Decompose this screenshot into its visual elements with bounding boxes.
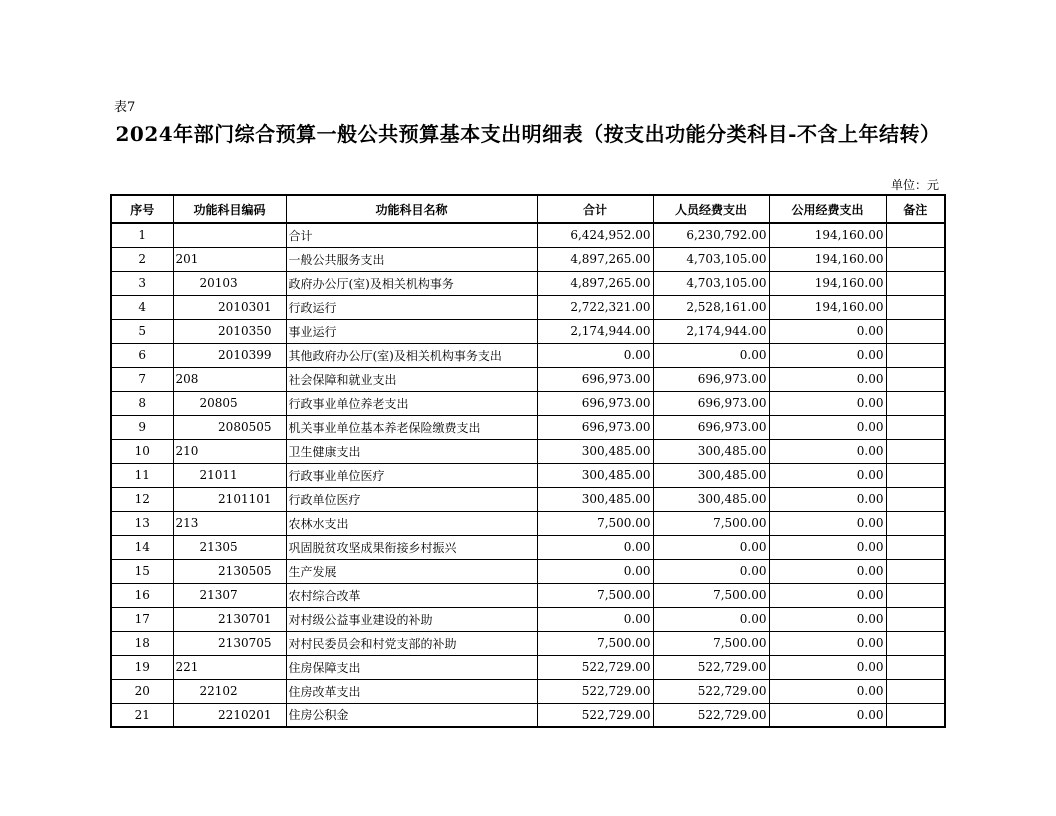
row-index: 21 <box>111 703 173 727</box>
row-name: 行政运行 <box>286 295 537 319</box>
row-total: 6,424,952.00 <box>537 223 653 247</box>
row-name: 卫生健康支出 <box>286 439 537 463</box>
row-name: 农村综合改革 <box>286 583 537 607</box>
row-name: 合计 <box>286 223 537 247</box>
row-public: 0.00 <box>769 703 886 727</box>
column-header-public: 公用经费支出 <box>769 195 886 223</box>
table-row <box>111 703 945 727</box>
row-code: 2130701 <box>173 607 286 631</box>
row-public: 0.00 <box>769 439 886 463</box>
row-personnel: 300,485.00 <box>653 463 769 487</box>
row-index: 8 <box>111 391 173 415</box>
row-code: 21011 <box>173 463 286 487</box>
row-name: 其他政府办公厅(室)及相关机构事务支出 <box>286 343 537 367</box>
row-note <box>886 271 945 295</box>
row-name: 社会保障和就业支出 <box>286 367 537 391</box>
row-total: 300,485.00 <box>537 439 653 463</box>
row-personnel: 0.00 <box>653 535 769 559</box>
row-code: 2010301 <box>173 295 286 319</box>
row-index: 18 <box>111 631 173 655</box>
row-personnel: 2,528,161.00 <box>653 295 769 319</box>
row-total: 696,973.00 <box>537 367 653 391</box>
row-total: 0.00 <box>537 535 653 559</box>
table-row <box>111 295 945 319</box>
row-code: 2080505 <box>173 415 286 439</box>
row-name: 事业运行 <box>286 319 537 343</box>
row-personnel: 696,973.00 <box>653 367 769 391</box>
row-total: 300,485.00 <box>537 463 653 487</box>
row-public: 0.00 <box>769 607 886 631</box>
row-public: 0.00 <box>769 319 886 343</box>
table-row <box>111 319 945 343</box>
row-index: 7 <box>111 367 173 391</box>
row-public: 0.00 <box>769 463 886 487</box>
row-code: 2210201 <box>173 703 286 727</box>
row-name: 住房保障支出 <box>286 655 537 679</box>
table-row <box>111 583 945 607</box>
row-total: 0.00 <box>537 343 653 367</box>
row-note <box>886 511 945 535</box>
column-header-code: 功能科目编码 <box>173 195 286 223</box>
row-public: 0.00 <box>769 559 886 583</box>
row-personnel: 0.00 <box>653 343 769 367</box>
row-personnel: 522,729.00 <box>653 703 769 727</box>
row-total: 2,722,321.00 <box>537 295 653 319</box>
row-total: 2,174,944.00 <box>537 319 653 343</box>
row-public: 0.00 <box>769 631 886 655</box>
row-personnel: 300,485.00 <box>653 487 769 511</box>
row-personnel: 7,500.00 <box>653 583 769 607</box>
budget-table <box>110 194 946 728</box>
table-row <box>111 535 945 559</box>
row-index: 3 <box>111 271 173 295</box>
row-total: 696,973.00 <box>537 391 653 415</box>
row-public: 194,160.00 <box>769 271 886 295</box>
row-public: 194,160.00 <box>769 223 886 247</box>
row-note <box>886 535 945 559</box>
row-total: 522,729.00 <box>537 703 653 727</box>
row-code: 201 <box>173 247 286 271</box>
row-total: 7,500.00 <box>537 583 653 607</box>
row-index: 11 <box>111 463 173 487</box>
row-public: 0.00 <box>769 511 886 535</box>
row-note <box>886 223 945 247</box>
row-note <box>886 631 945 655</box>
row-public: 194,160.00 <box>769 247 886 271</box>
row-public: 194,160.00 <box>769 295 886 319</box>
table-row <box>111 223 945 247</box>
row-note <box>886 367 945 391</box>
row-name: 一般公共服务支出 <box>286 247 537 271</box>
row-index: 15 <box>111 559 173 583</box>
row-total: 0.00 <box>537 559 653 583</box>
row-index: 20 <box>111 679 173 703</box>
row-personnel: 4,703,105.00 <box>653 271 769 295</box>
row-personnel: 0.00 <box>653 559 769 583</box>
unit-label: 单位：元 <box>890 178 939 192</box>
row-public: 0.00 <box>769 391 886 415</box>
row-note <box>886 295 945 319</box>
row-total: 522,729.00 <box>537 679 653 703</box>
row-note <box>886 463 945 487</box>
row-total: 300,485.00 <box>537 487 653 511</box>
row-code: 21305 <box>173 535 286 559</box>
row-code: 20805 <box>173 391 286 415</box>
row-public: 0.00 <box>769 487 886 511</box>
row-name: 对村民委员会和村党支部的补助 <box>286 631 537 655</box>
row-code: 2010350 <box>173 319 286 343</box>
table-row <box>111 631 945 655</box>
row-code <box>173 223 286 247</box>
row-index: 2 <box>111 247 173 271</box>
table-row <box>111 415 945 439</box>
row-personnel: 7,500.00 <box>653 511 769 535</box>
row-total: 4,897,265.00 <box>537 271 653 295</box>
column-header-index: 序号 <box>111 195 173 223</box>
row-name: 住房公积金 <box>286 703 537 727</box>
column-header-total: 合计 <box>537 195 653 223</box>
row-name: 行政事业单位养老支出 <box>286 391 537 415</box>
row-name: 政府办公厅(室)及相关机构事务 <box>286 271 537 295</box>
row-name: 行政单位医疗 <box>286 487 537 511</box>
row-index: 14 <box>111 535 173 559</box>
row-name: 机关事业单位基本养老保险缴费支出 <box>286 415 537 439</box>
row-index: 12 <box>111 487 173 511</box>
row-public: 0.00 <box>769 655 886 679</box>
table-row <box>111 391 945 415</box>
table-row <box>111 439 945 463</box>
column-header-personnel: 人员经费支出 <box>653 195 769 223</box>
row-index: 16 <box>111 583 173 607</box>
row-personnel: 522,729.00 <box>653 679 769 703</box>
column-header-name: 功能科目名称 <box>286 195 537 223</box>
column-header-note: 备注 <box>886 195 945 223</box>
row-index: 1 <box>111 223 173 247</box>
row-name: 农林水支出 <box>286 511 537 535</box>
table-number-label: 表7 <box>114 100 136 115</box>
row-code: 22102 <box>173 679 286 703</box>
row-public: 0.00 <box>769 535 886 559</box>
row-code: 2130705 <box>173 631 286 655</box>
table-row <box>111 511 945 535</box>
table-row <box>111 487 945 511</box>
row-note <box>886 247 945 271</box>
row-personnel: 6,230,792.00 <box>653 223 769 247</box>
row-code: 221 <box>173 655 286 679</box>
row-code: 20103 <box>173 271 286 295</box>
row-public: 0.00 <box>769 367 886 391</box>
row-public: 0.00 <box>769 583 886 607</box>
row-personnel: 2,174,944.00 <box>653 319 769 343</box>
row-total: 7,500.00 <box>537 511 653 535</box>
row-index: 6 <box>111 343 173 367</box>
row-public: 0.00 <box>769 343 886 367</box>
row-note <box>886 391 945 415</box>
row-code: 208 <box>173 367 286 391</box>
row-note <box>886 583 945 607</box>
row-total: 0.00 <box>537 607 653 631</box>
row-index: 5 <box>111 319 173 343</box>
table-row <box>111 247 945 271</box>
row-public: 0.00 <box>769 415 886 439</box>
row-code: 2010399 <box>173 343 286 367</box>
row-code: 210 <box>173 439 286 463</box>
row-name: 生产发展 <box>286 559 537 583</box>
row-index: 4 <box>111 295 173 319</box>
table-header-row <box>111 195 945 223</box>
row-personnel: 696,973.00 <box>653 391 769 415</box>
row-index: 13 <box>111 511 173 535</box>
row-note <box>886 487 945 511</box>
row-personnel: 696,973.00 <box>653 415 769 439</box>
row-note <box>886 343 945 367</box>
row-code: 2130505 <box>173 559 286 583</box>
row-note <box>886 703 945 727</box>
document-title: 2024年部门综合预算一般公共预算基本支出明细表（按支出功能分类科目-不含上年结转） <box>115 122 941 146</box>
row-note <box>886 655 945 679</box>
row-note <box>886 319 945 343</box>
row-index: 9 <box>111 415 173 439</box>
row-public: 0.00 <box>769 679 886 703</box>
row-total: 4,897,265.00 <box>537 247 653 271</box>
row-index: 10 <box>111 439 173 463</box>
row-name: 住房改革支出 <box>286 679 537 703</box>
table-row <box>111 271 945 295</box>
row-name: 巩固脱贫攻坚成果衔接乡村振兴 <box>286 535 537 559</box>
row-note <box>886 607 945 631</box>
table-row <box>111 655 945 679</box>
row-personnel: 300,485.00 <box>653 439 769 463</box>
row-personnel: 7,500.00 <box>653 631 769 655</box>
row-personnel: 0.00 <box>653 607 769 631</box>
row-name: 行政事业单位医疗 <box>286 463 537 487</box>
row-index: 19 <box>111 655 173 679</box>
table-row <box>111 463 945 487</box>
row-note <box>886 679 945 703</box>
row-code: 2101101 <box>173 487 286 511</box>
row-index: 17 <box>111 607 173 631</box>
table-row <box>111 559 945 583</box>
row-total: 7,500.00 <box>537 631 653 655</box>
row-note <box>886 415 945 439</box>
row-personnel: 522,729.00 <box>653 655 769 679</box>
table-row <box>111 343 945 367</box>
table-row <box>111 607 945 631</box>
row-note <box>886 439 945 463</box>
table-body <box>111 223 945 727</box>
row-total: 696,973.00 <box>537 415 653 439</box>
row-code: 213 <box>173 511 286 535</box>
row-note <box>886 559 945 583</box>
row-name: 对村级公益事业建设的补助 <box>286 607 537 631</box>
row-total: 522,729.00 <box>537 655 653 679</box>
row-code: 21307 <box>173 583 286 607</box>
table-row <box>111 367 945 391</box>
table-row <box>111 679 945 703</box>
row-personnel: 4,703,105.00 <box>653 247 769 271</box>
